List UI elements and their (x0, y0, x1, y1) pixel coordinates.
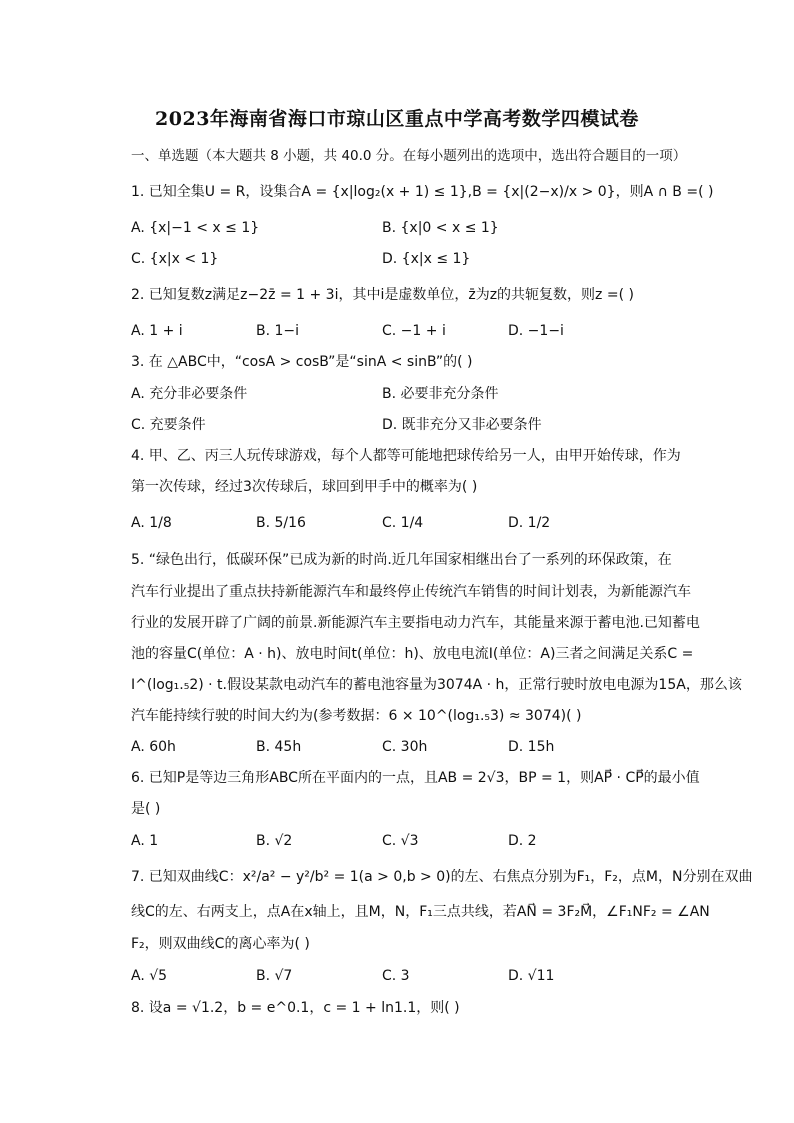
question-7-stem-line-1: 7. 已知双曲线C：x²/a² − y²/b² = 1(a > 0,b > 0)的左、右焦点分别为F₁，F₂，点M，N分别在双曲 (131, 869, 753, 885)
question-4-stem-line-1: 4. 甲、乙、丙三人玩传球游戏，每个人都等可能地把球传给另一人，由甲开始传球，作为 (131, 448, 681, 464)
question-2-option-b: B. 1−i (256, 323, 300, 339)
question-5-stem-line-6: 汽车能持续行驶的时间大约为(参考数据：6 × 10^(log₁.₅3) ≈ 3074)( ) (131, 708, 582, 724)
question-2-stem: 2. 已知复数z满足z−2z̄ = 1 + 3i，其中i是虚数单位，z̄为z的共轭复数，则z =( ) (131, 287, 634, 303)
question-3-stem: 3. 在 △ABC中，“cosA > cosB”是“sinA < sinB”的( ) (131, 354, 473, 370)
page-title: 2023年海南省海口市琼山区重点中学高考数学四模试卷 (155, 108, 639, 130)
question-7-option-a: A. √5 (131, 968, 168, 984)
question-6-option-a: A. 1 (131, 833, 159, 849)
question-4-stem-line-2: 第一次传球，经过3次传球后，球回到甲手中的概率为( ) (131, 479, 478, 495)
question-5-option-b: B. 45h (256, 739, 302, 755)
question-7-option-c: C. 3 (382, 968, 410, 984)
question-5-stem-line-2: 汽车行业提出了重点扶持新能源汽车和最终停止传统汽车销售的时间计划表，为新能源汽车 (131, 584, 691, 600)
question-8-stem: 8. 设a = √1.2，b = e^0.1，c = 1 + ln1.1，则( ) (131, 1000, 460, 1016)
question-1-option-d: D. {x|x ≤ 1} (382, 251, 471, 267)
question-5-stem-line-3: 行业的发展开辟了广阔的前景.新能源汽车主要指电动力汽车，其能量来源于蓄电池.已知蓄电 (131, 615, 700, 631)
question-2-option-d: D. −1−i (508, 323, 564, 339)
question-1-option-a: A. {x|−1 < x ≤ 1} (131, 220, 260, 236)
question-5-option-c: C. 30h (382, 739, 428, 755)
question-5-stem-line-4: 池的容量C(单位：A · h)、放电时间t(单位：h)、放电电流I(单位：A)三者之间满足关系C = (131, 646, 694, 662)
question-1-option-c: C. {x|x < 1} (131, 251, 219, 267)
question-6-option-d: D. 2 (508, 833, 537, 849)
question-3-option-c: C. 充要条件 (131, 417, 206, 433)
question-3-option-a: A. 充分非必要条件 (131, 386, 248, 402)
question-7-stem-line-3: F₂，则双曲线C的离心率为( ) (131, 936, 310, 952)
question-7-option-d: D. √11 (508, 968, 555, 984)
question-5-option-d: D. 15h (508, 739, 555, 755)
question-7-stem-line-2: 线C的左、右两支上，点A在x轴上，且M，N，F₁三点共线，若AN⃗ = 3F₂M⃗，∠F₁NF₂ = ∠AN (131, 904, 710, 920)
question-4-option-d: D. 1/2 (508, 515, 551, 531)
question-5-option-a: A. 60h (131, 739, 176, 755)
question-2-option-c: C. −1 + i (382, 323, 446, 339)
question-3-option-d: D. 既非充分又非必要条件 (382, 417, 542, 433)
question-7-option-b: B. √7 (256, 968, 293, 984)
question-4-option-c: C. 1/4 (382, 515, 424, 531)
question-6-option-b: B. √2 (256, 833, 293, 849)
question-5-stem-line-1: 5. “绿色出行，低碳环保”已成为新的时尚.近几年国家相继出台了一系列的环保政策，在 (131, 552, 672, 568)
question-4-option-a: A. 1/8 (131, 515, 172, 531)
question-6-stem-line-2: 是( ) (131, 801, 161, 817)
question-4-option-b: B. 5/16 (256, 515, 306, 531)
question-2-option-a: A. 1 + i (131, 323, 183, 339)
question-1-stem: 1. 已知全集U = R，设集合A = {x|log₂(x + 1) ≤ 1},B = {x|(2−x)/x > 0}，则A ∩ B =( ) (131, 184, 714, 200)
question-1-option-b: B. {x|0 < x ≤ 1} (382, 220, 499, 236)
question-5-stem-line-5: I^(log₁.₅2) · t.假设某款电动汽车的蓄电池容量为3074A · h，正常行驶时放电电源为15A，那么该 (131, 677, 742, 693)
section-heading: 一、单选题（本大题共 8 小题，共 40.0 分。在每小题列出的选项中，选出符合题目的一项） (131, 148, 687, 164)
question-3-option-b: B. 必要非充分条件 (382, 386, 499, 402)
question-6-option-c: C. √3 (382, 833, 419, 849)
question-6-stem-line-1: 6. 已知P是等边三角形ABC所在平面内的一点，且AB = 2√3，BP = 1，则AP⃗ · CP⃗的最小值 (131, 770, 700, 786)
